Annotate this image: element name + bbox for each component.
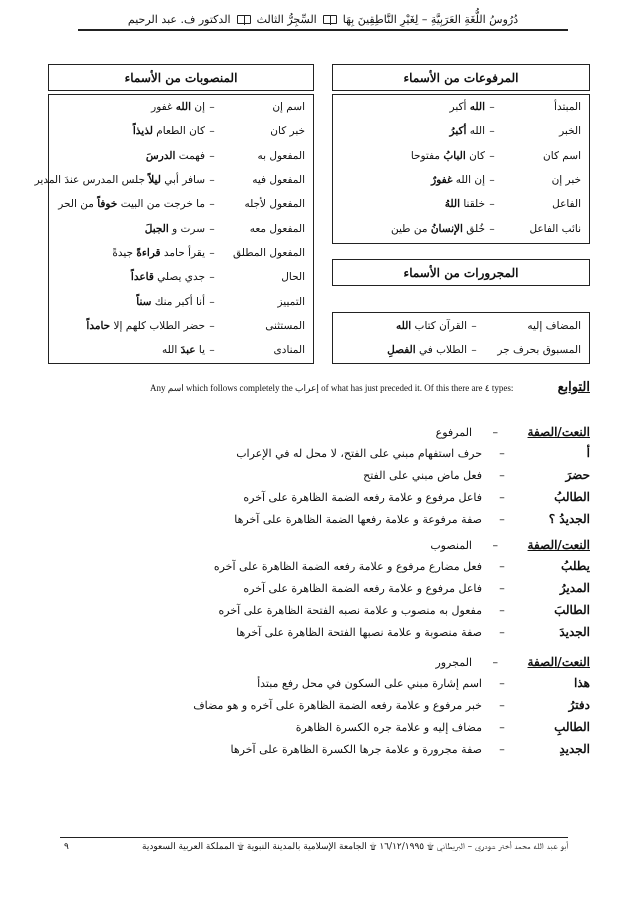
grammar-term: المبتدأ (554, 101, 581, 114)
example-text: سافر أبي (160, 174, 205, 187)
analysis-case: المرفوع (435, 426, 472, 439)
marfuat-list (341, 95, 581, 241)
example-highlight: ليلاً (148, 174, 161, 187)
analysis-row (50, 695, 590, 715)
analysis-row (50, 600, 590, 620)
grammar-example (57, 223, 205, 235)
example-text: غفور (151, 101, 176, 114)
mansubat-row (57, 144, 305, 168)
example-text: جيدةً (112, 246, 137, 259)
dash-separator: – (209, 125, 215, 138)
majrurat-list (341, 313, 581, 363)
example-text: من طين (391, 222, 431, 235)
analysis-row (50, 465, 590, 485)
mansubat-row (57, 119, 305, 143)
example-highlight: الفصلِ (387, 344, 416, 357)
example-text: مفتوحا (410, 149, 444, 162)
example-text: أكبر (449, 101, 470, 114)
grammar-example (341, 198, 485, 210)
analyzed-word: الجديدِ (559, 742, 590, 756)
example-text: ما خرجت من البيت (117, 198, 205, 211)
example-highlight: لذيذاً (132, 125, 153, 138)
mansubat-row (34, 168, 305, 192)
grammar-example (35, 174, 205, 186)
analysis-row (50, 556, 590, 576)
marfuat-row (341, 192, 581, 216)
example-highlight: الله (395, 320, 412, 333)
analysis-row (50, 578, 590, 598)
footer-text: أبو عبد الله محمد أختر شودري – البريطاني ۩ ١٦/١٢/١٩٩٥ ۩ الجامعة الإسلامية بالمدينة النبوية ۩ المملكة العربية السعودية (142, 842, 568, 852)
dash-separator: – (499, 446, 505, 460)
dash-separator: – (499, 698, 505, 712)
word-analysis: فاعل مرفوع و علامة رفعه الضمة الظاهرة على آخره (243, 581, 482, 595)
example-highlight: عبدَ (180, 344, 196, 357)
book-icon (237, 15, 251, 24)
word-analysis: مضاف إليه و علامة جره الكسرة الظاهرة (295, 720, 482, 734)
dash-separator: – (489, 198, 495, 211)
example-text: الطلاب في (415, 344, 467, 357)
word-analysis: صفة مرفوعة و علامة رفعها الضمة الظاهرة على آخرها (234, 512, 482, 526)
example-highlight: سناً (136, 295, 152, 308)
mansubat-row (57, 314, 305, 338)
book-icon (323, 15, 337, 24)
example-highlight: الله (469, 101, 485, 114)
example-text: خلقنا (460, 198, 485, 211)
grammar-term: المفعول المطلق (233, 246, 305, 259)
mansubat-list (34, 95, 305, 362)
grammar-term: الخبر (559, 125, 581, 138)
grammar-term: اسم كان (543, 149, 581, 162)
example-highlight: اللهُ (444, 198, 461, 211)
grammar-example (57, 247, 205, 259)
grammar-example (57, 271, 205, 283)
grammar-term: المفعول فيه (252, 174, 305, 187)
grammar-example (57, 125, 205, 137)
word-analysis: فعل مضارع مرفوع و علامة رفعه الضمة الظاهرة على آخره (213, 559, 482, 573)
example-text: يا (195, 344, 205, 357)
dash-separator: – (209, 101, 215, 114)
marfuat-box (332, 94, 590, 244)
example-text: من الحر (58, 198, 98, 211)
analyzed-word: دفترُ (568, 698, 590, 712)
majrurat-title: المجرورات من الأسماء (332, 259, 590, 286)
mansubat-title: المنصوبات من الأسماء (48, 64, 314, 91)
example-text: جدي يصلي (153, 271, 205, 284)
dash-separator: – (492, 426, 498, 439)
analyzed-word: يطلبُ (561, 559, 590, 573)
mansubat-row (57, 289, 305, 313)
marfuat-row (341, 119, 581, 143)
analyzed-word: الجديدُ ؟ (548, 512, 590, 526)
dash-separator: – (209, 222, 215, 235)
dash-separator: – (209, 149, 215, 162)
dash-separator: – (492, 656, 498, 669)
mansubat-box (34, 94, 314, 364)
dash-separator: – (209, 344, 215, 357)
word-analysis: صفة منصوبة و علامة نصبها الفتحة الظاهرة على آخرها (236, 625, 482, 639)
analysis-heading: النعت/الصفة (527, 655, 590, 669)
grammar-term: الفاعل (552, 198, 581, 211)
dash-separator: – (489, 222, 495, 235)
word-analysis: مفعول به منصوب و علامة نصبه الفتحة الظاهرة على آخره (218, 603, 482, 617)
analyzed-word: الجديدَ (559, 625, 590, 639)
analyzed-word: المديرُ (559, 581, 590, 595)
marfuat-row (341, 168, 581, 192)
word-analysis: خبر مرفوع و علامة رفعه الضمة الظاهرة على آخره و هو مضاف (193, 698, 482, 712)
marfuat-row (341, 216, 581, 240)
word-analysis: صفة مجرورة و علامة جرها الكسرة الظاهرة على آخرها (230, 742, 482, 756)
page-number: ٩ (64, 842, 69, 852)
analysis-row (50, 443, 590, 463)
example-text: حضر الطلاب كلهم إلا (110, 319, 205, 332)
example-highlight: الإنسانُ (430, 222, 463, 235)
dash-separator: – (209, 295, 215, 308)
word-analysis: فاعل مرفوع و علامة رفعه الضمة الظاهرة على آخره (243, 490, 482, 504)
analysis-case: المجرور (435, 656, 472, 669)
analysis-row (50, 622, 590, 642)
dash-separator: – (209, 319, 215, 332)
grammar-example (341, 125, 485, 137)
example-highlight: الجبلَ (144, 222, 169, 235)
example-highlight: الله (175, 101, 192, 114)
grammar-term: المسبوق بحرف جر (497, 344, 581, 357)
marfuat-row (341, 144, 581, 168)
grammar-term: اسم إن (272, 101, 305, 114)
grammar-example (341, 344, 467, 356)
mansubat-row (57, 241, 305, 265)
example-text: إن (191, 101, 205, 114)
dash-separator: – (209, 271, 215, 284)
dash-separator: – (209, 198, 215, 211)
example-text: الله (466, 125, 485, 138)
grammar-example (341, 150, 485, 162)
grammar-example (57, 101, 205, 113)
example-text: سرت و (168, 222, 205, 235)
page-header (78, 9, 568, 31)
dash-separator: – (499, 581, 505, 595)
analyzed-word: أ (586, 446, 590, 460)
mansubat-row (57, 265, 305, 289)
dash-separator: – (499, 559, 505, 573)
example-text: إن الله (452, 174, 485, 187)
dash-separator: – (499, 742, 505, 756)
marfuat-row (341, 95, 581, 119)
page-footer (60, 837, 568, 857)
example-text: كان (465, 149, 485, 162)
example-text: خُلق (462, 222, 485, 235)
analyzed-word: الطالبِ (554, 720, 590, 734)
mansubat-row (57, 216, 305, 240)
dash-separator: – (209, 246, 215, 259)
example-text: القرآن كتاب (411, 320, 467, 333)
dash-separator: – (471, 320, 477, 333)
example-text: أنا أكبر منك (151, 295, 205, 308)
example-highlight: الدرسَ (145, 149, 176, 162)
dash-separator: – (209, 174, 215, 187)
analyzed-word: الطالبَ (554, 603, 590, 617)
analysis-case: المنصوب (430, 539, 472, 552)
grammar-term: المستثنى (265, 319, 305, 332)
grammar-term: التمييز (277, 295, 305, 308)
dash-separator: – (489, 125, 495, 138)
example-text: فهمت (175, 149, 205, 162)
example-highlight: البابُ (443, 149, 466, 162)
dash-separator: – (499, 512, 505, 526)
header-author: الدكتور ف. عبد الرحيم (127, 12, 231, 26)
grammar-term: نائب الفاعل (529, 222, 581, 235)
analyzed-word: الطالبُ (554, 490, 590, 504)
word-analysis: اسم إشارة مبني على السكون في محل رفع مبتدأ (257, 676, 482, 690)
mansubat-row (57, 95, 305, 119)
grammar-example (57, 198, 205, 210)
analyzed-word: حضرَ (565, 468, 590, 482)
grammar-example (57, 150, 205, 162)
header-volume: السِّجِرُّ الثالث (256, 12, 317, 26)
example-highlight: أكبرُ (449, 125, 467, 138)
example-text: يقرأ حامد (160, 246, 205, 259)
grammar-example (341, 223, 485, 235)
word-analysis: فعل ماض مبني على الفتح (363, 468, 482, 482)
dash-separator: – (499, 625, 505, 639)
example-highlight: قاعداً (130, 271, 154, 284)
grammar-example (57, 296, 205, 308)
dash-separator: – (499, 490, 505, 504)
dash-separator: – (492, 539, 498, 552)
tawabi-description: Any اسم which follows completely the إعراب of what has just preceded it. Of this there are ٤ types: (150, 383, 514, 393)
dash-separator: – (471, 344, 477, 357)
majrurat-box (332, 312, 590, 364)
example-text: الله (162, 344, 181, 357)
grammar-example (341, 174, 485, 186)
mansubat-row (57, 192, 305, 216)
grammar-example (57, 344, 205, 356)
grammar-example (341, 101, 485, 113)
grammar-term: المنادى (273, 344, 305, 357)
example-highlight: خوفاً (97, 198, 118, 211)
analysis-heading: النعت/الصفة (527, 538, 590, 552)
dash-separator: – (489, 149, 495, 162)
analysis-heading: النعت/الصفة (527, 425, 590, 439)
grammar-term: خبر كان (270, 125, 305, 138)
dash-separator: – (489, 174, 495, 187)
example-text: كان الطعام (152, 125, 205, 138)
analysis-row (50, 739, 590, 759)
dash-separator: – (499, 720, 505, 734)
mansubat-row (57, 338, 305, 362)
dash-separator: – (499, 468, 505, 482)
grammar-example (341, 320, 467, 332)
example-text: جلس المدرس عندَ المدير (34, 174, 149, 187)
dash-separator: – (489, 101, 495, 114)
grammar-term: المفعول لأجله (244, 198, 305, 211)
grammar-example (57, 320, 205, 332)
analysis-row (50, 487, 590, 507)
tawabi-title: التوابع (557, 380, 590, 395)
example-highlight: حامداً (86, 319, 111, 332)
grammar-term: خبر إن (551, 174, 581, 187)
majrurat-row (341, 338, 581, 362)
analysis-row (50, 673, 590, 693)
word-analysis: حرف استفهام مبني على الفتح، لا محل له في الإعراب (236, 446, 482, 460)
dash-separator: – (499, 676, 505, 690)
header-book-title: دُرُوسُ اللُّغَةِ العَرَبِيَّةِ – لِغَيْرِ النَّاطِقِينَ بِهَا (342, 12, 519, 26)
grammar-term: المفعول به (257, 149, 305, 162)
analyzed-word: هذا (574, 676, 590, 690)
analysis-row (50, 509, 590, 529)
grammar-term: الحال (281, 271, 305, 284)
grammar-term: المضاف إليه (527, 320, 581, 333)
majrurat-row (341, 314, 581, 338)
example-highlight: غفورٌ (431, 174, 453, 187)
grammar-term: المفعول معه (249, 222, 305, 235)
dash-separator: – (499, 603, 505, 617)
example-highlight: قراءةً (136, 246, 161, 259)
analysis-row (50, 717, 590, 737)
marfuat-title: المرفوعات من الأسماء (332, 64, 590, 91)
